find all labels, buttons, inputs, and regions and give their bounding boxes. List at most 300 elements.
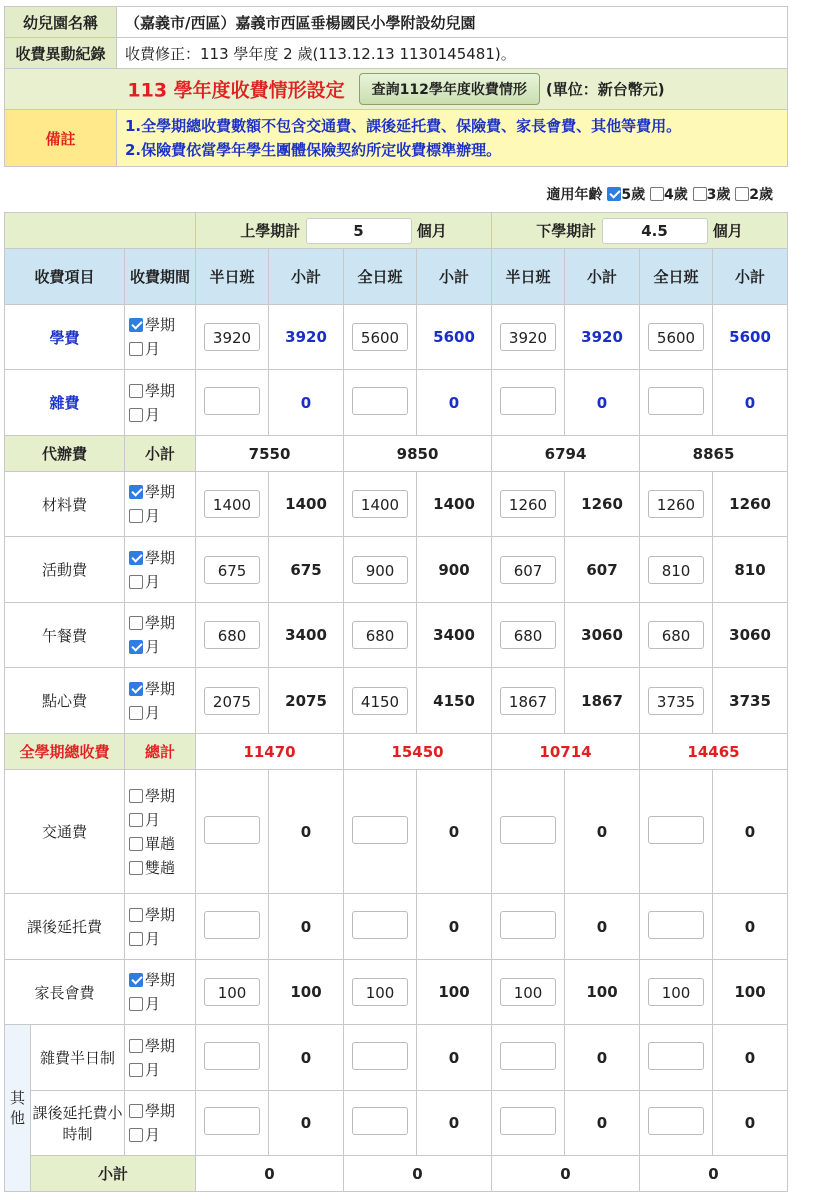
other2-subtotal: 0	[713, 1091, 788, 1156]
fee-row-lunch	[5, 603, 788, 668]
period-month	[129, 1058, 195, 1082]
period-term-label: 學期	[145, 614, 176, 632]
period-month-checkbox[interactable]	[129, 997, 143, 1011]
period-term-checkbox[interactable]	[129, 973, 143, 987]
period-term-label: 學期	[145, 483, 176, 501]
header-full-6: 全日班	[640, 249, 713, 305]
period-term-label: 學期	[145, 548, 176, 567]
period-month-checkbox[interactable]	[129, 408, 143, 422]
other-subtotal-2: 0	[492, 1156, 640, 1192]
period-single-checkbox[interactable]	[129, 837, 143, 851]
snack-subtotal: 4150	[417, 668, 492, 734]
second-semester-unit: 個月	[712, 221, 743, 240]
materials-subtotal: 1400	[269, 472, 344, 537]
materials-subtotal: 1400	[417, 472, 492, 537]
period-term	[129, 313, 195, 337]
header-subtotal-5: 小計	[565, 249, 640, 305]
second-semester	[492, 213, 788, 249]
period-options	[125, 770, 196, 894]
fee-input-cell	[492, 894, 565, 960]
other1-amount-input[interactable]	[204, 1042, 260, 1070]
fee-input-cell	[492, 960, 565, 1025]
misc-amount-input[interactable]	[500, 387, 556, 415]
other-subtotal-3: 0	[640, 1156, 788, 1192]
snack-amount-input[interactable]: 3735	[648, 687, 704, 715]
first-semester-months-input[interactable]: 5	[306, 218, 412, 244]
activity-subtotal: 607	[565, 537, 640, 603]
fee-input-cell	[196, 668, 269, 734]
after-amount-input[interactable]	[500, 911, 556, 939]
period-month-label: 月	[145, 1060, 161, 1079]
agency-sub-label: 小計	[125, 436, 196, 472]
fee-input-cell	[344, 894, 417, 960]
period-month-checkbox[interactable]	[129, 1063, 143, 1077]
agency-row	[5, 436, 788, 472]
notes-label: 備註	[5, 110, 117, 167]
other1-subtotal: 0	[565, 1025, 640, 1091]
agency-subtotal-1: 9850	[344, 436, 492, 472]
period-month-checkbox[interactable]	[129, 706, 143, 720]
after-amount-input[interactable]	[352, 911, 408, 939]
age-2-label: 2歲	[749, 187, 773, 203]
period-month	[129, 701, 195, 725]
total-row	[5, 734, 788, 770]
agency-subtotal-2: 6794	[492, 436, 640, 472]
fee-input-cell	[344, 472, 417, 537]
period-month-label: 月	[145, 1126, 161, 1144]
period-term-label: 學期	[145, 1036, 176, 1055]
activity-subtotal: 900	[417, 537, 492, 603]
other2-amount-input[interactable]	[204, 1107, 260, 1135]
fee-row-other2	[5, 1091, 788, 1156]
period-month-label: 月	[145, 638, 161, 656]
period-options	[125, 668, 196, 734]
fee-table	[4, 212, 788, 1192]
age-3-checkbox[interactable]	[693, 187, 707, 201]
fee-row-snack	[5, 668, 788, 734]
lunch-amount-input[interactable]: 680	[648, 621, 704, 649]
notes	[117, 110, 788, 167]
age-5-checkbox[interactable]	[607, 187, 621, 201]
after-amount-input[interactable]	[204, 911, 260, 939]
header-period: 收費期間	[125, 249, 196, 305]
fee-input-cell	[196, 894, 269, 960]
period-single-label: 單趟	[145, 834, 176, 853]
fee-input-cell	[640, 603, 713, 668]
lunch-subtotal: 3060	[713, 603, 788, 668]
fee-input-cell	[640, 1091, 713, 1156]
header-subtotal-3: 小計	[417, 249, 492, 305]
transport-amount-input[interactable]	[204, 816, 260, 844]
period-term-label: 學期	[145, 381, 176, 400]
transport-amount-input[interactable]	[500, 816, 556, 844]
fee-input-cell	[196, 1091, 269, 1156]
total-value-1: 15450	[344, 734, 492, 770]
fee-input-cell	[344, 370, 417, 436]
period-month	[129, 504, 195, 528]
period-term-checkbox[interactable]	[129, 384, 143, 398]
period-double-label: 雙趟	[145, 858, 176, 877]
total-value-0: 11470	[196, 734, 344, 770]
period-term	[129, 379, 195, 403]
period-term-checkbox[interactable]	[129, 551, 143, 565]
other-group-label: 其他	[5, 1025, 31, 1192]
activity-subtotal: 810	[713, 537, 788, 603]
activity-amount-input[interactable]: 900	[352, 556, 408, 584]
transport-amount-input[interactable]	[352, 816, 408, 844]
period-month-label: 月	[145, 405, 161, 424]
after-subtotal: 0	[269, 894, 344, 960]
age-4-checkbox[interactable]	[650, 187, 664, 201]
parent-amount-input[interactable]: 100	[204, 978, 260, 1006]
fee-input-cell	[640, 472, 713, 537]
fee-input-cell	[640, 668, 713, 734]
period-options	[125, 537, 196, 603]
period-month-label: 月	[145, 507, 161, 525]
period-month-label: 月	[145, 810, 161, 829]
period-options	[125, 1091, 196, 1156]
setting-title: 113 學年度收費情形設定	[127, 79, 345, 102]
period-month-checkbox[interactable]	[129, 509, 143, 523]
period-options	[125, 370, 196, 436]
fee-input-cell	[492, 370, 565, 436]
period-term	[129, 1099, 195, 1123]
fee-row-tuition	[5, 305, 788, 370]
fee-input-cell	[492, 1091, 565, 1156]
snack-subtotal: 1867	[565, 668, 640, 734]
parent-subtotal: 100	[565, 960, 640, 1025]
materials-amount-input[interactable]: 1400	[352, 490, 408, 518]
lunch-subtotal: 3400	[269, 603, 344, 668]
fee-change-value: 收費修正：113 學年度 2 歲(113.12.13 1130145481)。	[117, 38, 788, 69]
snack-amount-input[interactable]: 2075	[204, 687, 260, 715]
fee-input-cell	[196, 305, 269, 370]
fee-input-cell	[344, 960, 417, 1025]
tuition-amount-input[interactable]: 3920	[500, 323, 556, 351]
fee-input-cell	[344, 603, 417, 668]
other1-subtotal: 0	[269, 1025, 344, 1091]
item-label-materials: 材料費	[5, 472, 125, 537]
misc-subtotal: 0	[565, 370, 640, 436]
materials-amount-input[interactable]: 1260	[648, 490, 704, 518]
header-subtotal-7: 小計	[713, 249, 788, 305]
other2-subtotal: 0	[565, 1091, 640, 1156]
after-amount-input[interactable]	[648, 911, 704, 939]
after-subtotal: 0	[417, 894, 492, 960]
transport-subtotal: 0	[417, 770, 492, 894]
materials-subtotal: 1260	[565, 472, 640, 537]
period-term	[129, 546, 195, 570]
period-term-label: 學期	[145, 316, 176, 334]
misc-subtotal: 0	[713, 370, 788, 436]
activity-amount-input[interactable]: 675	[204, 556, 260, 584]
period-term	[129, 611, 195, 635]
period-month	[129, 1123, 195, 1147]
semester-blank	[5, 213, 196, 249]
period-month-label: 月	[145, 703, 161, 722]
period-term-checkbox[interactable]	[129, 789, 143, 803]
period-month	[129, 808, 195, 832]
header-subtotal-1: 小計	[269, 249, 344, 305]
first-semester-label: 上學期計	[240, 221, 301, 240]
tuition-amount-input[interactable]: 5600	[352, 323, 408, 351]
age-3-label: 3歲	[706, 187, 731, 203]
tuition-amount-input[interactable]: 5600	[648, 323, 704, 351]
fee-input-cell	[492, 472, 565, 537]
fee-input-cell	[344, 305, 417, 370]
other2-amount-input[interactable]	[648, 1107, 704, 1135]
item-label-other1: 雜費半日制	[31, 1025, 125, 1091]
fee-input-cell	[492, 1025, 565, 1091]
period-single	[129, 832, 195, 856]
agency-subtotal-3: 8865	[640, 436, 788, 472]
other1-subtotal: 0	[713, 1025, 788, 1091]
fee-input-cell	[640, 537, 713, 603]
other-subtotal-row	[5, 1156, 788, 1192]
second-semester-months-input[interactable]: 4.5	[602, 218, 708, 244]
school-name-value: （嘉義市/西區）嘉義市西區垂楊國民小學附設幼兒園	[117, 7, 788, 38]
period-term	[129, 677, 195, 701]
fee-input-cell	[640, 960, 713, 1025]
tuition-subtotal: 3920	[269, 305, 344, 370]
activity-amount-input[interactable]: 810	[648, 556, 704, 584]
total-value-2: 10714	[492, 734, 640, 770]
age-selector	[547, 184, 774, 204]
fee-input-cell	[344, 1091, 417, 1156]
activity-amount-input[interactable]: 607	[500, 556, 556, 584]
fee-input-cell	[196, 370, 269, 436]
period-double	[129, 856, 195, 880]
misc-subtotal: 0	[417, 370, 492, 436]
age-2-checkbox[interactable]	[735, 187, 749, 201]
period-month	[129, 992, 195, 1016]
age-5-label: 5歲	[621, 187, 646, 203]
period-term-checkbox[interactable]	[129, 1039, 143, 1053]
other2-amount-input[interactable]	[352, 1107, 408, 1135]
fee-input-cell	[640, 305, 713, 370]
period-term-checkbox[interactable]	[129, 908, 143, 922]
period-term-label: 學期	[145, 905, 176, 924]
other-subtotal-1: 0	[344, 1156, 492, 1192]
fee-input-cell	[196, 770, 269, 894]
period-month-checkbox[interactable]	[129, 575, 143, 589]
total-value-3: 14465	[640, 734, 788, 770]
after-subtotal: 0	[565, 894, 640, 960]
fee-input-cell	[640, 894, 713, 960]
item-label-snack: 點心費	[5, 668, 125, 734]
header-full-2: 全日班	[344, 249, 417, 305]
parent-subtotal: 100	[417, 960, 492, 1025]
transport-amount-input[interactable]	[648, 816, 704, 844]
activity-subtotal: 675	[269, 537, 344, 603]
fee-input-cell	[492, 537, 565, 603]
currency-unit: (單位：新台幣元)	[545, 80, 665, 99]
fee-input-cell	[196, 1025, 269, 1091]
period-term-checkbox[interactable]	[129, 682, 143, 696]
period-month-checkbox[interactable]	[129, 640, 143, 654]
note-1: 1.全學期總收費數額不包含交通費、課後延托費、保險費、家長會費、其他等費用。	[125, 117, 682, 135]
period-term	[129, 968, 195, 992]
item-label-lunch: 午餐費	[5, 603, 125, 668]
snack-subtotal: 2075	[269, 668, 344, 734]
total-sub-label: 總計	[125, 734, 196, 770]
item-label-misc: 雜費	[5, 370, 125, 436]
fee-row-materials	[5, 472, 788, 537]
other-subtotal-0: 0	[196, 1156, 344, 1192]
header-item: 收費項目	[5, 249, 125, 305]
total-label: 全學期總收費	[5, 734, 125, 770]
fee-input-cell	[344, 1025, 417, 1091]
second-semester-label: 下學期計	[536, 221, 597, 240]
period-month-checkbox[interactable]	[129, 932, 143, 946]
setting-row	[5, 69, 788, 110]
item-label-after: 課後延托費	[5, 894, 125, 960]
info-table	[4, 6, 788, 167]
after-subtotal: 0	[713, 894, 788, 960]
misc-amount-input[interactable]	[204, 387, 260, 415]
transport-subtotal: 0	[269, 770, 344, 894]
item-label-transport: 交通費	[5, 770, 125, 894]
note-2: 2.保險費依當學年學生團體保險契約所定收費標準辦理。	[125, 141, 502, 159]
parent-subtotal: 100	[713, 960, 788, 1025]
fee-body	[5, 305, 788, 1192]
fee-input-cell	[492, 668, 565, 734]
parent-amount-input[interactable]: 100	[352, 978, 408, 1006]
fee-row-after	[5, 894, 788, 960]
period-month	[129, 927, 195, 951]
lunch-amount-input[interactable]: 680	[204, 621, 260, 649]
first-semester	[196, 213, 492, 249]
fee-row-parent	[5, 960, 788, 1025]
period-options	[125, 603, 196, 668]
period-term-checkbox[interactable]	[129, 616, 143, 630]
period-month-checkbox[interactable]	[129, 1128, 143, 1142]
item-label-parent: 家長會費	[5, 960, 125, 1025]
item-label-other2: 課後延托費小時制	[31, 1091, 125, 1156]
period-month	[129, 635, 195, 659]
period-term-label: 學期	[145, 971, 176, 989]
other2-amount-input[interactable]	[500, 1107, 556, 1135]
item-label-tuition: 學費	[5, 305, 125, 370]
fee-input-cell	[196, 537, 269, 603]
period-month-checkbox[interactable]	[129, 342, 143, 356]
other2-subtotal: 0	[417, 1091, 492, 1156]
parent-amount-input[interactable]: 100	[648, 978, 704, 1006]
misc-subtotal: 0	[269, 370, 344, 436]
lunch-amount-input[interactable]: 680	[352, 621, 408, 649]
materials-amount-input[interactable]: 1400	[204, 490, 260, 518]
header-row	[5, 249, 788, 305]
item-label-activity: 活動費	[5, 537, 125, 603]
period-term	[129, 480, 195, 504]
lunch-amount-input[interactable]: 680	[500, 621, 556, 649]
age-4-label: 4歲	[664, 187, 688, 203]
period-options	[125, 1025, 196, 1091]
transport-subtotal: 0	[565, 770, 640, 894]
period-term-label: 學期	[145, 1102, 176, 1120]
lunch-subtotal: 3400	[417, 603, 492, 668]
fee-change-label: 收費異動紀錄	[5, 38, 117, 69]
lunch-subtotal: 3060	[565, 603, 640, 668]
period-month-label: 月	[145, 340, 161, 358]
period-month-label: 月	[145, 995, 161, 1013]
tuition-subtotal: 5600	[713, 305, 788, 370]
fee-row-misc	[5, 370, 788, 436]
other1-amount-input[interactable]	[648, 1042, 704, 1070]
fee-input-cell	[492, 770, 565, 894]
fee-input-cell	[196, 603, 269, 668]
period-term-checkbox[interactable]	[129, 318, 143, 332]
parent-subtotal: 100	[269, 960, 344, 1025]
period-options	[125, 472, 196, 537]
tuition-amount-input[interactable]: 3920	[204, 323, 260, 351]
header-half-0: 半日班	[196, 249, 269, 305]
fee-row-activity	[5, 537, 788, 603]
parent-amount-input[interactable]: 100	[500, 978, 556, 1006]
period-term-label: 學期	[145, 679, 176, 698]
period-options	[125, 960, 196, 1025]
other1-subtotal: 0	[417, 1025, 492, 1091]
fee-input-cell	[196, 472, 269, 537]
materials-amount-input[interactable]: 1260	[500, 490, 556, 518]
period-month	[129, 570, 195, 594]
fee-input-cell	[492, 305, 565, 370]
fee-input-cell	[344, 770, 417, 894]
period-term-checkbox[interactable]	[129, 485, 143, 499]
fee-row-transport	[5, 770, 788, 894]
period-double-checkbox[interactable]	[129, 861, 143, 875]
fee-input-cell	[492, 603, 565, 668]
query-previous-year-button[interactable]: 查詢112學年度收費情形	[359, 73, 540, 105]
transport-subtotal: 0	[713, 770, 788, 894]
period-term	[129, 903, 195, 927]
period-month	[129, 337, 195, 361]
age-label: 適用年齡	[546, 187, 603, 203]
snack-amount-input[interactable]: 1867	[500, 687, 556, 715]
fee-row-other1	[5, 1025, 788, 1091]
school-name-label: 幼兒園名稱	[5, 7, 117, 38]
other1-amount-input[interactable]	[352, 1042, 408, 1070]
agency-subtotal-0: 7550	[196, 436, 344, 472]
period-month-checkbox[interactable]	[129, 813, 143, 827]
misc-amount-input[interactable]	[352, 387, 408, 415]
period-term-label: 學期	[145, 786, 176, 805]
tuition-subtotal: 5600	[417, 305, 492, 370]
fee-input-cell	[640, 770, 713, 894]
other2-subtotal: 0	[269, 1091, 344, 1156]
snack-subtotal: 3735	[713, 668, 788, 734]
fee-input-cell	[344, 668, 417, 734]
fee-input-cell	[640, 1025, 713, 1091]
period-term-checkbox[interactable]	[129, 1104, 143, 1118]
materials-subtotal: 1260	[713, 472, 788, 537]
period-options	[125, 305, 196, 370]
fee-input-cell	[640, 370, 713, 436]
tuition-subtotal: 3920	[565, 305, 640, 370]
period-term	[129, 784, 195, 808]
period-month-label: 月	[145, 572, 161, 591]
period-term	[129, 1034, 195, 1058]
snack-amount-input[interactable]: 4150	[352, 687, 408, 715]
agency-label: 代辦費	[5, 436, 125, 472]
period-month	[129, 403, 195, 427]
first-semester-unit: 個月	[416, 221, 447, 240]
other-sub-label: 小計	[31, 1156, 196, 1192]
other1-amount-input[interactable]	[500, 1042, 556, 1070]
header-half-4: 半日班	[492, 249, 565, 305]
misc-amount-input[interactable]	[648, 387, 704, 415]
period-month-label: 月	[145, 929, 161, 948]
